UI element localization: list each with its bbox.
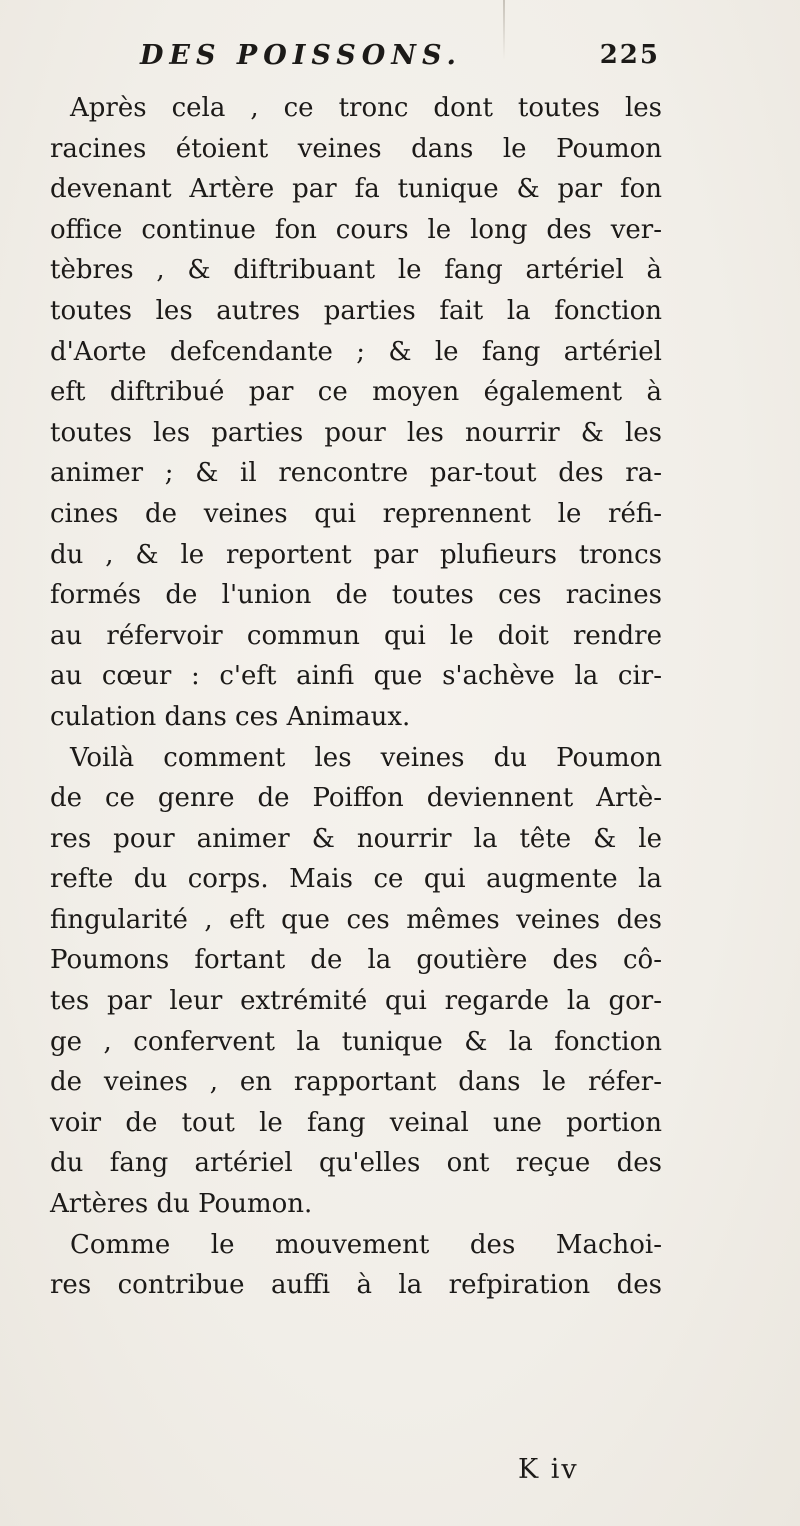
page-number: 225 bbox=[599, 40, 660, 70]
text-line: tèbres , & diftribuant le fang artériel à bbox=[50, 255, 662, 286]
text-line: office continue fon cours le long des ver- bbox=[50, 214, 662, 245]
text-line: devenant Artère par fa tunique & par fon bbox=[50, 174, 662, 205]
text-line: culation dans ces Animaux. bbox=[50, 701, 411, 732]
text-line: Après cela , ce tronc dont toutes les bbox=[70, 93, 662, 123]
text-line: de ce genre de Poiffon deviennent Artè- bbox=[50, 783, 662, 814]
text-line: res pour animer & nourrir la tête & le bbox=[50, 823, 662, 854]
text-line: eft diftribué par ce moyen également à bbox=[50, 377, 662, 408]
running-title: DES POISSONS. bbox=[140, 40, 462, 71]
text-line: tes par leur extrémité qui regarde la gor- bbox=[50, 986, 662, 1017]
text-line: toutes les parties pour les nourrir & les bbox=[50, 417, 662, 448]
text-line: formés de l'union de toutes ces racines bbox=[50, 580, 662, 611]
text-line: voir de tout le fang veinal une portion bbox=[50, 1107, 662, 1138]
text-line: ge , confervent la tunique & la fonction bbox=[50, 1026, 662, 1057]
text-line: au cœur : c'eft ainfi que s'achève la cir- bbox=[50, 661, 662, 692]
text-line: du , & le reportent par plufieurs troncs bbox=[50, 539, 662, 570]
signature-mark: K iv bbox=[518, 1454, 579, 1485]
text-line: racines étoient veines dans le Poumon bbox=[50, 133, 662, 164]
text-line: de veines , en rapportant dans le réfer- bbox=[50, 1067, 662, 1098]
text-line: Voilà comment les veines du Poumon bbox=[70, 742, 662, 773]
body-text bbox=[50, 88, 662, 1306]
text-line: cines de veines qui reprennent le réfi- bbox=[50, 498, 662, 529]
text-line: fingularité , eft que ces mêmes veines des bbox=[50, 904, 662, 935]
text-line: Artères du Poumon. bbox=[50, 1189, 313, 1220]
text-line: au réfervoir commun qui le doit rendre bbox=[50, 620, 662, 651]
text-line: d'Aorte defcendante ; & le fang artériel bbox=[50, 336, 662, 367]
running-header bbox=[140, 40, 660, 84]
text-line: refte du corps. Mais ce qui augmente la bbox=[50, 864, 662, 895]
text-line: res contribue auffi à la refpiration des bbox=[50, 1270, 662, 1301]
text-line: Poumons fortant de la goutière des cô- bbox=[50, 945, 662, 976]
text-line: animer ; & il rencontre par-tout des ra- bbox=[50, 458, 662, 489]
text-line: toutes les autres parties fait la fonction bbox=[50, 295, 662, 326]
text-line: Comme le mouvement des Machoi- bbox=[70, 1229, 662, 1260]
text-line: du fang artériel qu'elles ont reçue des bbox=[50, 1148, 662, 1179]
